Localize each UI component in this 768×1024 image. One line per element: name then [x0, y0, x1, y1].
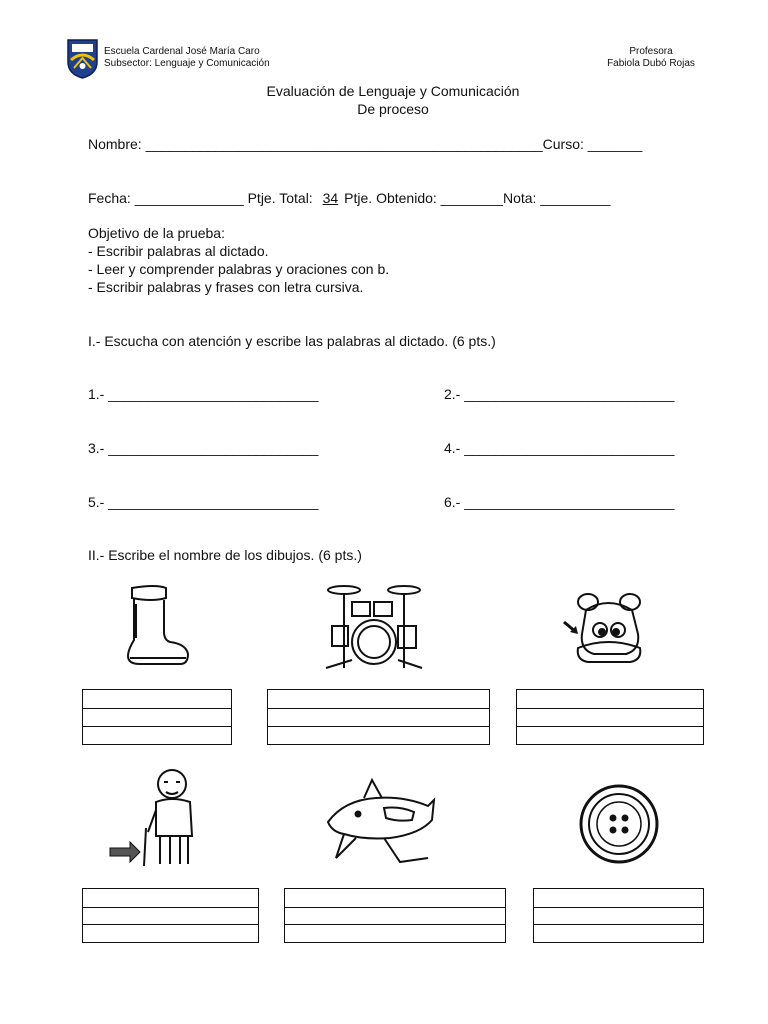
objective-item: - Escribir palabras al dictado.: [88, 243, 269, 259]
total-score: 34: [322, 190, 339, 206]
answer-box-1[interactable]: [82, 689, 232, 745]
shark-icon: [324, 778, 436, 868]
dictation-line-3[interactable]: 3.- ___________________________: [88, 440, 319, 456]
dictation-line-2[interactable]: 2.- ___________________________: [444, 386, 675, 402]
name-course-field[interactable]: Nombre: ___________________________________________________Curso: _______: [88, 136, 643, 152]
teacher-name: Fabiola Dubó Rojas: [607, 58, 695, 69]
school-name: Escuela Cardenal José María Caro: [104, 46, 260, 57]
date-score-field[interactable]: [88, 189, 610, 207]
boot-icon: [120, 584, 192, 670]
date-label: Fecha: ______________ Ptje. Total:: [88, 190, 317, 206]
answer-box-5[interactable]: [284, 888, 506, 943]
button-icon: [578, 783, 660, 865]
subject-name: Subsector: Lenguaje y Comunicación: [104, 58, 270, 69]
old-man-icon: [108, 766, 208, 870]
page-title: Evaluación de Lenguaje y Comunicación: [266, 83, 520, 99]
dictation-line-5[interactable]: 5.- ___________________________: [88, 494, 319, 510]
section2-heading: II.- Escribe el nombre de los dibujos. (6 pts.): [88, 547, 362, 563]
answer-box-3[interactable]: [516, 689, 704, 745]
answer-box-2[interactable]: [267, 689, 490, 745]
objective-item: - Leer y comprender palabras y oraciones con b.: [88, 261, 390, 277]
score-note-label: Ptje. Obtenido: ________Nota: _________: [344, 190, 611, 206]
answer-box-6[interactable]: [533, 888, 704, 943]
teacher-title: Profesora: [629, 46, 673, 57]
section1-heading: I.- Escucha con atención y escribe las palabras al dictado. (6 pts.): [88, 333, 496, 349]
answer-box-4[interactable]: [82, 888, 259, 943]
page-subtitle: De proceso: [357, 101, 429, 117]
cartoon-face-icon: [560, 588, 646, 670]
school-logo: [66, 38, 99, 80]
objective-item: - Escribir palabras y frases con letra cursiva.: [88, 279, 364, 295]
objectives-heading: Objetivo de la prueba:: [88, 225, 225, 241]
drum-set-icon: [322, 580, 426, 672]
dictation-line-1[interactable]: 1.- ___________________________: [88, 386, 319, 402]
dictation-line-4[interactable]: 4.- ___________________________: [444, 440, 675, 456]
dictation-line-6[interactable]: 6.- ___________________________: [444, 494, 675, 510]
